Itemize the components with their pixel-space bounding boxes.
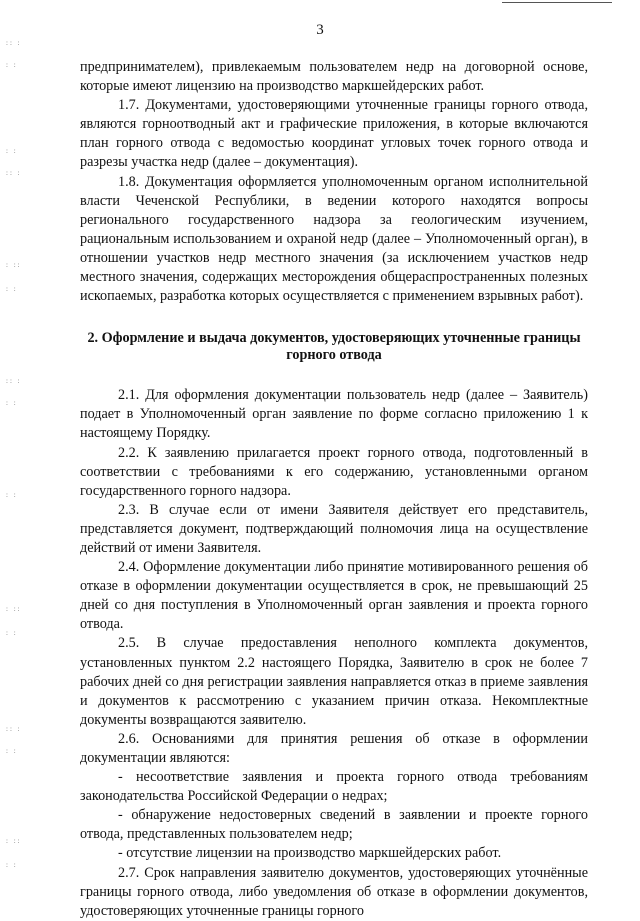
refusal-ground-item: - отсутствие лицензии на производство маркшейдерских работ. [118, 845, 502, 862]
paragraph-2-4: 2.4. Оформление документации либо принятие мотивированного решения об отказе в оформлении документации осуществляется в срок, не превышающий 25 дней со дня поступления в Уполномоченный орган заявления и проекта горного отвода. [80, 559, 588, 633]
paragraph-2-1: 2.1. Для оформления документации пользователь недр (далее – Заявитель) подает в Уполномоченный орган заявление по форме согласно приложению 1 к настоящему Порядку. [80, 387, 588, 442]
scan-speck: : : [6, 399, 18, 407]
scan-speck: : : [6, 61, 18, 69]
document-body [80, 58, 588, 921]
paragraph-1-6-continuation: предпринимателем), привлекаемым пользователем недр на договорной основе, которые имеют лицензию на производство маркшейдерских работ. [80, 59, 588, 95]
section-2-heading: 2. Оформление и выдача документов, удостоверяющих уточненные границы горного отвода [87, 330, 581, 364]
paragraph-2-3: 2.3. В случае если от имени Заявителя действует его представитель, представляется документ, подтверждающий полномочия лица на осуществление действий от имени Заявителя. [80, 501, 588, 556]
page-number: 3 [316, 22, 324, 38]
paragraph-1-7: 1.7. Документами, удостоверяющими уточненные границы горного отвода, являются горноотводный акт и графические приложения, в которые включаются план горного отвода с ведомостью координат угловых точек горного отвода и разрезы участка недр (далее – документация). [80, 97, 588, 171]
scan-speck: :: : [6, 39, 22, 47]
scan-speck: : :: [6, 261, 22, 269]
scan-speck: : : [6, 147, 18, 155]
paragraph-1-8: 1.8. Документация оформляется уполномоченным органом исполнительной власти Чеченской Республики, в ведении которого находятся вопросы регионального государственного надзора за геологическим изучением, рациональным использованием и охраной недр (далее – Уполномоченный орган), в отношении участков недр местного значения (за исключением участков недр местного значения, содержащих месторождения общераспространенных полезных ископаемых, разработка которых осуществляется с применением взрывных работ). [80, 173, 588, 305]
scan-speck: :: : [6, 377, 22, 385]
scan-speck: : :: [6, 837, 22, 845]
scan-speck: : : [6, 491, 18, 499]
scan-speck: : : [6, 861, 18, 869]
scan-speck: : : [6, 747, 18, 755]
paragraph-2-2: 2.2. К заявлению прилагается проект горного отвода, подготовленный в соответствии с требованиями к его содержанию, установленными органом государственного горного надзора. [80, 444, 588, 499]
paragraph-2-6: 2.6. Основаниями для принятия решения об отказе в оформлении документации являются: [80, 730, 588, 766]
scan-speck: : : [6, 285, 18, 293]
scan-speck: : :: [6, 605, 22, 613]
left-margin-scan-marks [6, 0, 28, 905]
refusal-ground-item: - несоответствие заявления и проекта горного отвода требованиям законодательства Российской Федерации о недрах; [80, 769, 588, 805]
paragraph-2-5: 2.5. В случае предоставления неполного комплекта документов, установленных пунктом 2.2 настоящего Порядка, Заявителю в срок не более 7 рабочих дней со дня регистрации заявления направляется отказ в приеме заявления и документов к рассмотрению с указанием причин отказа. Некомплектные документы возвращаются заявителю. [80, 635, 588, 728]
scan-speck: :: : [6, 169, 22, 177]
top-edge-rule [502, 2, 612, 3]
paragraph-2-7: 2.7. Срок направления заявителю документов, удостоверяющих уточнённые границы горного отвода, либо уведомления об отказе в оформлении документов, удостоверяющих уточненные границы горного [80, 864, 588, 919]
scan-speck: :: : [6, 725, 22, 733]
scan-speck: : : [6, 629, 18, 637]
refusal-ground-item: - обнаружение недостоверных сведений в заявлении и проекте горного отвода, представленных пользователем недр; [80, 807, 588, 843]
